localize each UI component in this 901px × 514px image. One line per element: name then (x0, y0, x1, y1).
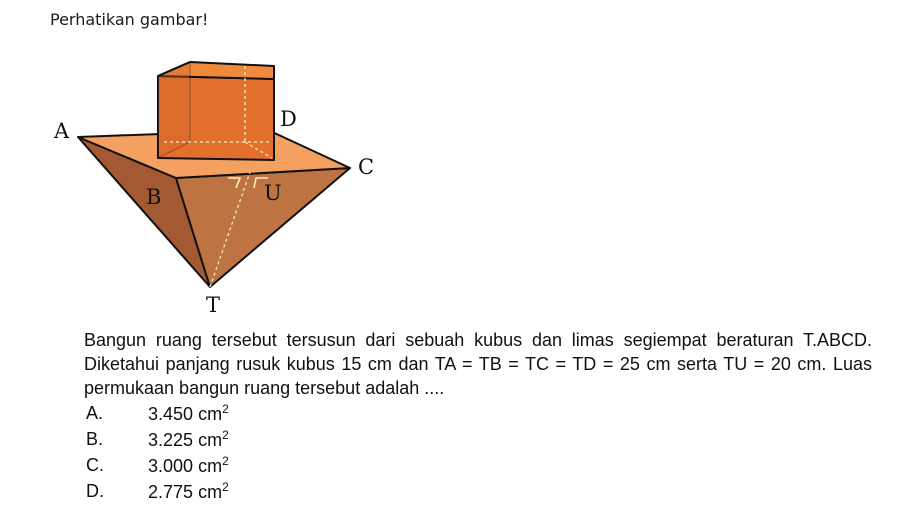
vertex-label-c: C (358, 155, 375, 179)
vertex-label-b: B (146, 185, 162, 209)
option-value: 3.450 $cm^2$ (148, 401, 229, 424)
cube-side-face (158, 62, 190, 158)
question-text: Bangun ruang tersebut tersusun dari sebuah kubus dan limas segiempat beraturan T.ABCD. Diketahui panjang rusuk kubus 15 cm dan TA = TB = TC = TD = 25 cm serta TU = 20 cm. Luas permukaan bangun ruang tersebut adalah .... (84, 330, 872, 398)
answer-options (86, 400, 229, 504)
option-a[interactable] (86, 400, 229, 426)
vertex-label-u: U (264, 181, 282, 205)
option-letter: A. (86, 402, 104, 423)
option-d[interactable] (86, 478, 229, 504)
option-value: 3.000 $cm^2$ (148, 453, 229, 476)
option-letter: B. (86, 428, 104, 449)
option-c[interactable] (86, 452, 229, 478)
option-value: 2.775 $cm^2$ (148, 479, 229, 502)
vertex-label-t: T (206, 293, 221, 317)
vertex-label-d: D (280, 107, 297, 131)
option-letter: C. (86, 454, 104, 475)
option-b[interactable] (86, 426, 229, 452)
pyramid-cube-figure (40, 48, 400, 323)
option-value: 3.225 $cm^2$ (148, 427, 229, 450)
vertex-label-a: A (54, 119, 70, 143)
instruction-text: Perhatikan gambar! (50, 10, 209, 29)
option-letter: D. (86, 480, 104, 501)
